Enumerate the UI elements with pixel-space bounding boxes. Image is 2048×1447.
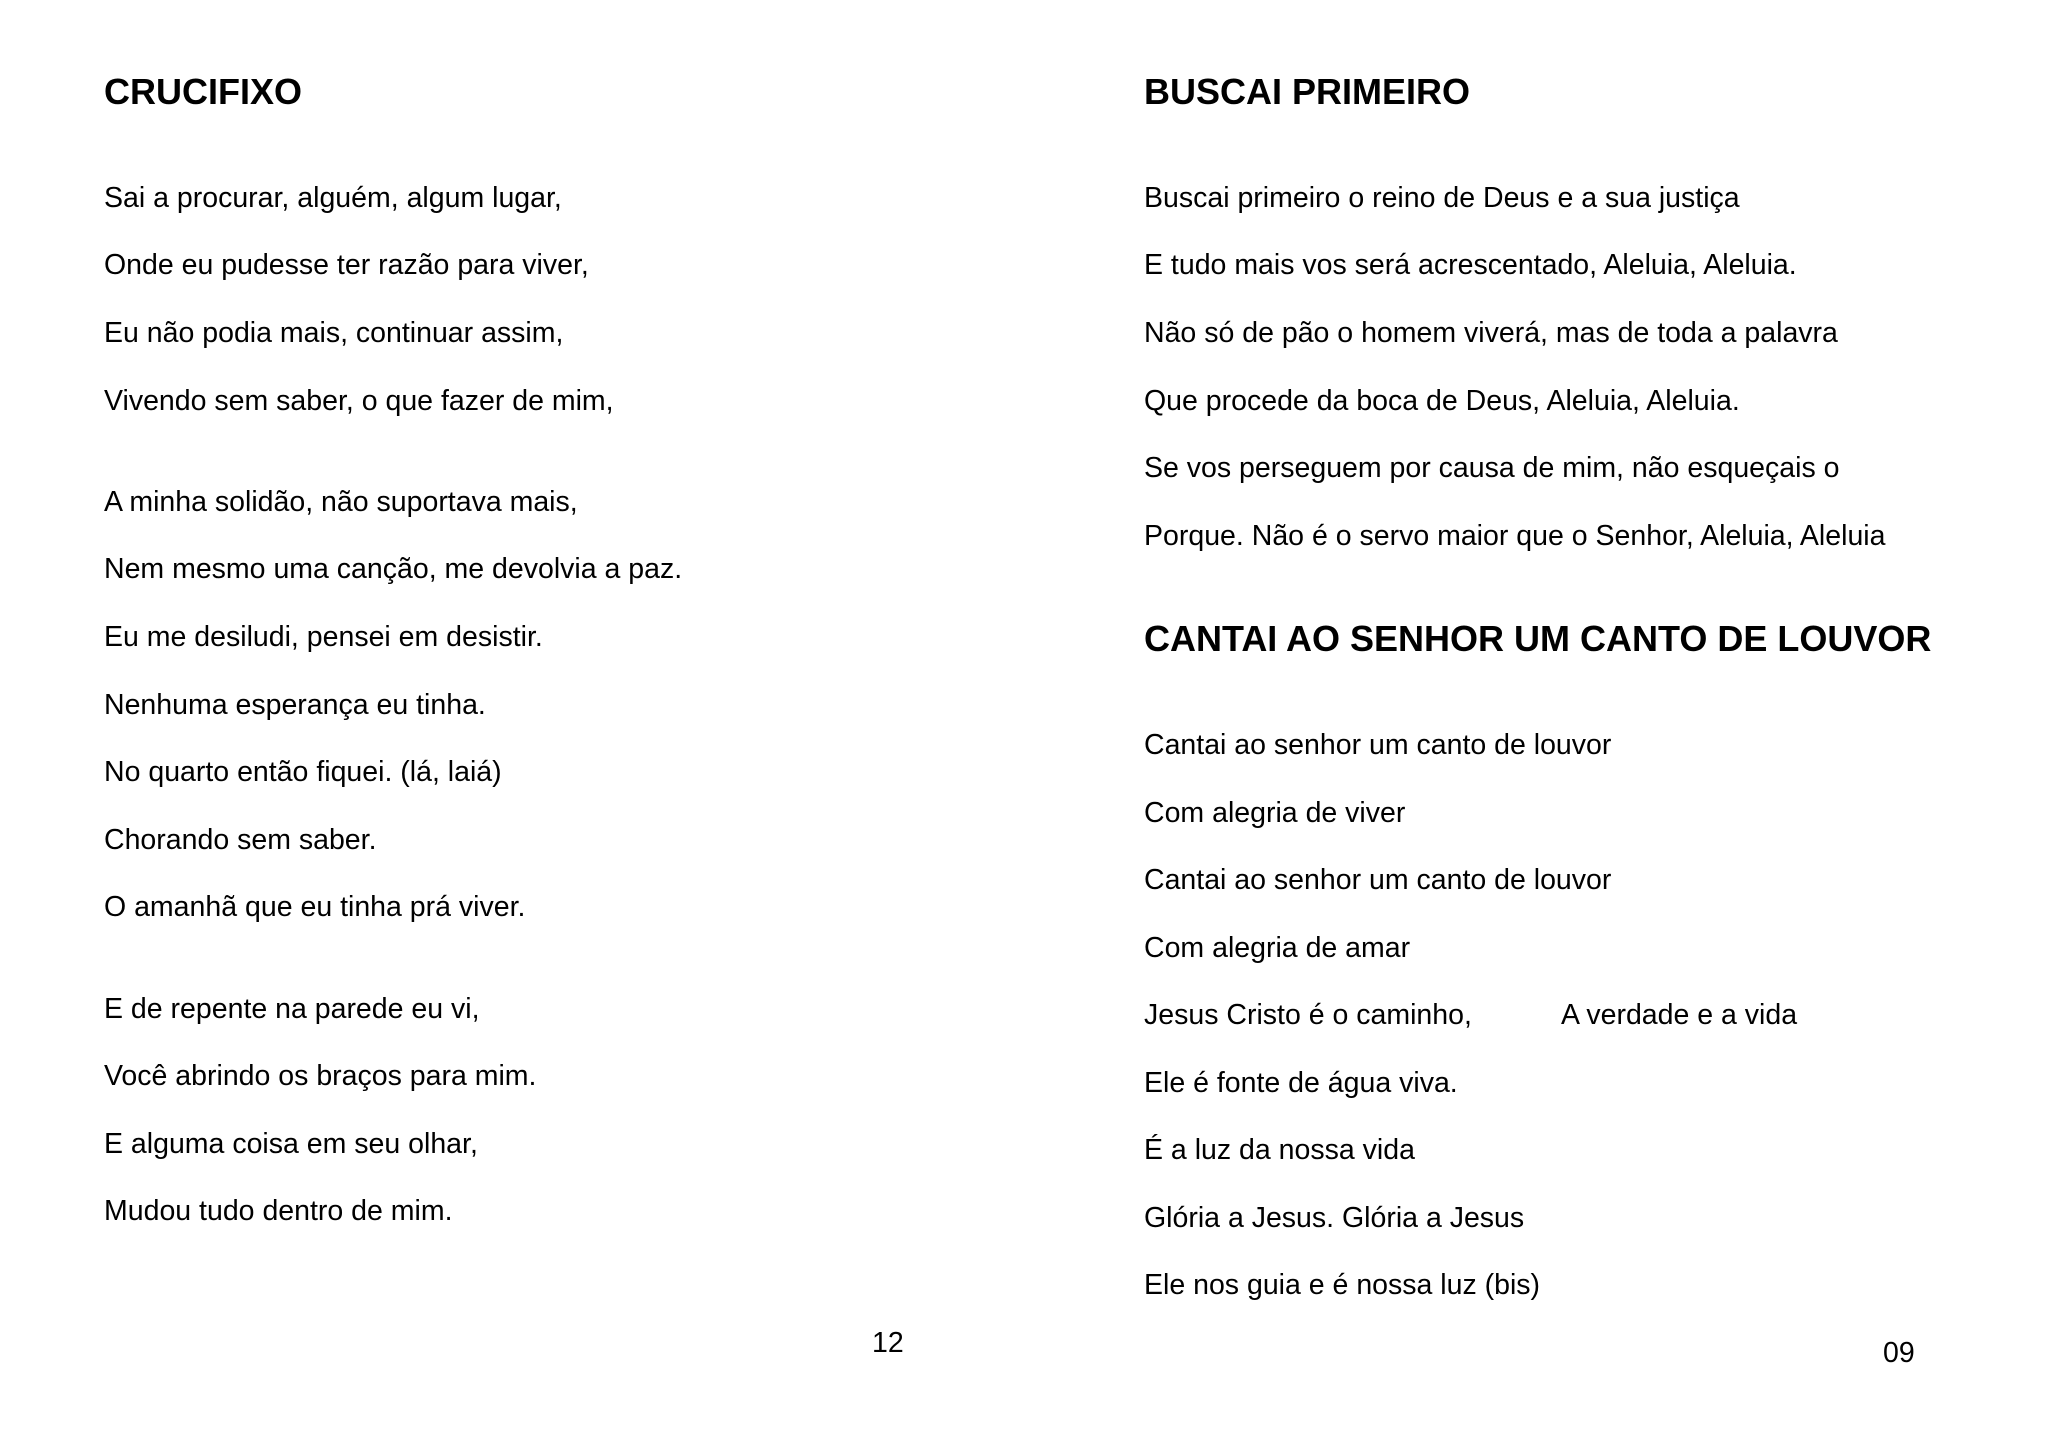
lyric-line: Chorando sem saber. (104, 824, 377, 856)
lyric-line: Sai a procurar, alguém, algum lugar, (104, 182, 562, 214)
lyric-line: Onde eu pudesse ter razão para viver, (104, 249, 589, 281)
lyric-line: Não só de pão o homem viverá, mas de toda a palavra (1144, 317, 1838, 349)
song-title-buscai-primeiro: BUSCAI PRIMEIRO (1144, 71, 1471, 112)
lyric-line: Nem mesmo uma canção, me devolvia a paz. (104, 553, 683, 585)
lyric-line: E alguma coisa em seu olhar, (104, 1128, 478, 1160)
lyric-line: No quarto então fiquei. (lá, laiá) (104, 756, 502, 788)
lyric-line: Porque. Não é o servo maior que o Senhor, Aleluia, Aleluia (1144, 520, 1886, 552)
lyric-line: E tudo mais vos será acrescentado, Aleluia, Aleluia. (1144, 249, 1797, 281)
lyric-line: Nenhuma esperança eu tinha. (104, 689, 486, 721)
lyric-line: Cantai ao senhor um canto de louvor (1144, 864, 1612, 896)
lyric-line: Vivendo sem saber, o que fazer de mim, (104, 385, 614, 417)
page-number-right: 09 (1883, 1337, 1915, 1369)
lyric-line: Glória a Jesus. Glória a Jesus (1144, 1202, 1525, 1234)
lyric-line: Se vos perseguem por causa de mim, não esqueçais o (1144, 452, 1840, 484)
lyric-line: Eu me desiludi, pensei em desistir. (104, 621, 543, 653)
lyric-line: Cantai ao senhor um canto de louvor (1144, 729, 1612, 761)
page-number-left: 12 (872, 1327, 904, 1359)
song-title-cantai-ao-senhor: CANTAI AO SENHOR UM CANTO DE LOUVOR (1144, 618, 1932, 659)
lyric-line: Com alegria de viver (1144, 797, 1406, 829)
lyric-line: É a luz da nossa vida (1144, 1134, 1415, 1166)
lyric-line: Ele é fonte de água viva. (1144, 1067, 1458, 1099)
lyric-line: Com alegria de amar (1144, 932, 1411, 964)
lyric-line: O amanhã que eu tinha prá viver. (104, 891, 526, 923)
lyric-line: Ele nos guia e é nossa luz (bis) (1144, 1269, 1541, 1301)
lyric-line: Buscai primeiro o reino de Deus e a sua justiça (1144, 182, 1740, 214)
lyric-line: A minha solidão, não suportava mais, (104, 486, 578, 518)
lyric-line: Mudou tudo dentro de mim. (104, 1195, 453, 1227)
lyric-line: Que procede da boca de Deus, Aleluia, Aleluia. (1144, 385, 1740, 417)
song-title-crucifixo: CRUCIFIXO (104, 71, 302, 112)
lyric-line: A verdade e a vida (1561, 999, 1798, 1031)
lyric-line: E de repente na parede eu vi, (104, 993, 480, 1025)
lyric-line: Você abrindo os braços para mim. (104, 1060, 537, 1092)
lyric-line: Eu não podia mais, continuar assim, (104, 317, 564, 349)
lyric-line: Jesus Cristo é o caminho, (1144, 999, 1472, 1031)
